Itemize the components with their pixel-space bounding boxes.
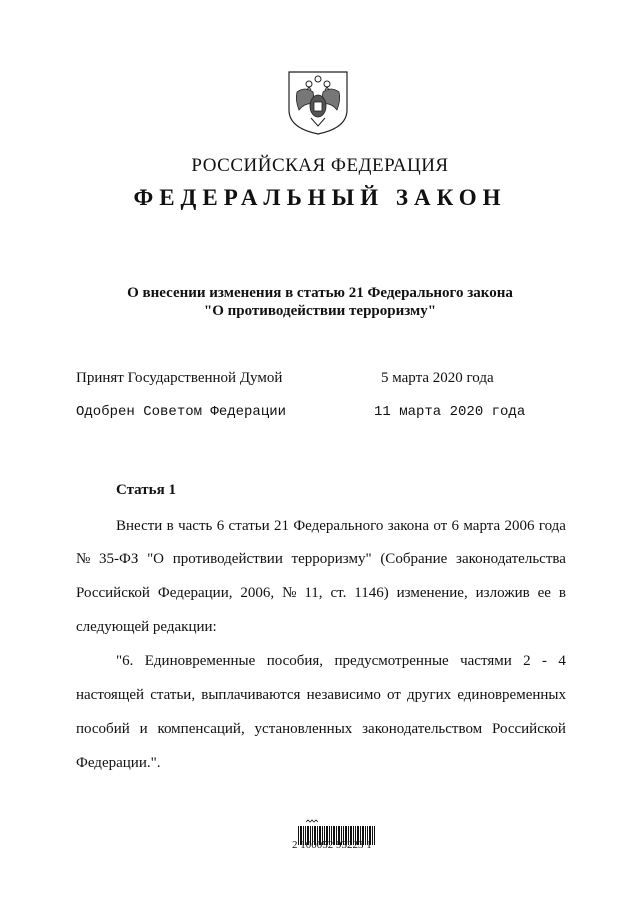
country-name: РОССИЙСКАЯ ФЕДЕРАЦИЯ: [191, 155, 449, 176]
article-heading: Статья 1: [116, 482, 176, 498]
council-approval-label: Одобрен Советом Федерации: [76, 404, 287, 420]
article-p1-line-2: № 35-ФЗ "О противодействии терроризму" (Собрание законодательства: [76, 551, 566, 567]
law-title-line-1: О внесении изменения в статью 21 Федерального закона: [127, 285, 513, 301]
coat-of-arms-icon: [287, 70, 349, 136]
article-p2-line-3: пособий и компенсаций, установленных законодательством Российской: [76, 721, 566, 737]
law-title-line-2: "О противодействии терроризму": [203, 303, 437, 319]
article-p1-line-4: следующей редакции:: [76, 619, 217, 635]
article-p2-line-4: Федерации.".: [76, 755, 161, 771]
duma-adoption-date: 5 марта 2020 года: [381, 370, 494, 386]
article-p1-line-3: Российской Федерации, 2006, № 11, ст. 1146) изменение, изложив ее в: [76, 585, 566, 601]
duma-adoption-label: Принят Государственной Думой: [76, 370, 283, 386]
article-p2-line-2: настоящей статьи, выплачиваются независимо от других единовременных: [76, 687, 566, 703]
article-p1-line-1: Внести в часть 6 статьи 21 Федерального закона от 6 марта 2006 года: [116, 518, 566, 534]
barcode-number: 2 100052 93223 1: [292, 839, 372, 851]
document-type: ФЕДЕРАЛЬНЫЙ ЗАКОН: [133, 185, 507, 210]
council-approval-date: 11 марта 2020 года: [374, 404, 526, 420]
article-p2-line-1: "6. Единовременные пособия, предусмотренные частями 2 - 4: [116, 653, 566, 669]
